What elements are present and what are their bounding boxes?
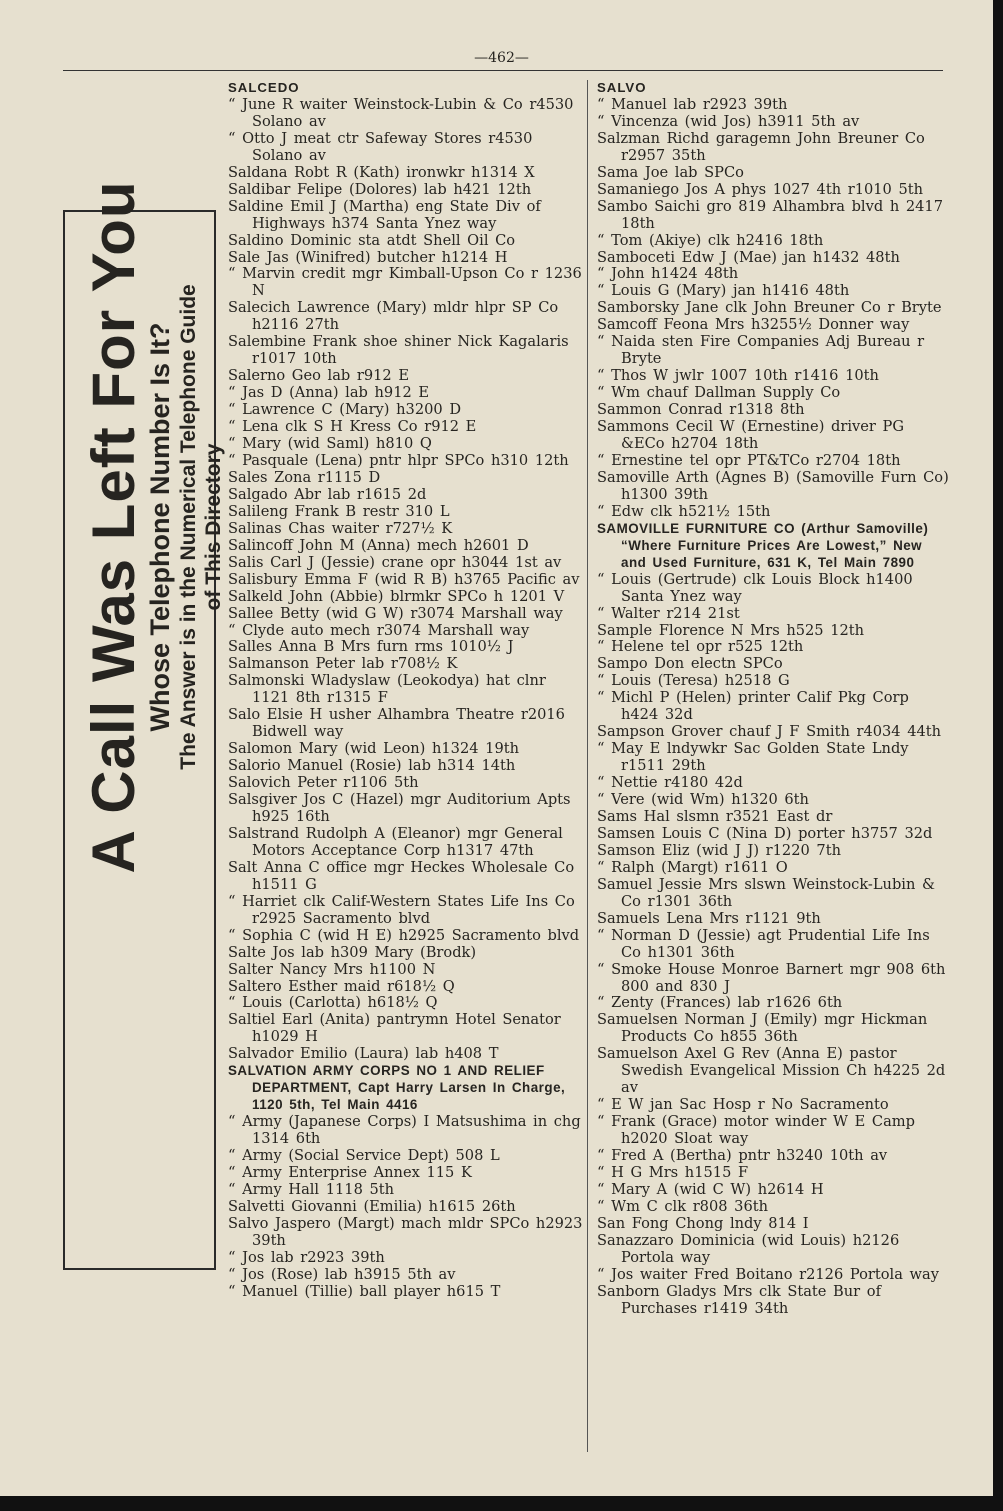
listing-entry: “ Thos W jwlr 1007 10th r1416 10th	[597, 367, 879, 385]
bold-listing: SALVATION ARMY CORPS NO 1 AND RELIEF DEPARTMENT, Capt Harry Larsen In Charge, 1120 5th, Tel Main 4416	[228, 1063, 566, 1113]
listing-entry: “ Vincenza (wid Jos) h3911 5th av	[597, 112, 860, 130]
ad-line-3: of This Directory	[201, 443, 225, 611]
listing-entry: Saldana Robt R (Kath) ironwkr h1314 X	[228, 163, 535, 181]
listing-entry: “ Jos (Rose) lab h3915 5th av	[228, 1265, 456, 1283]
surname-heading: SALCEDO	[228, 80, 300, 95]
listing-entry: Salgado Abr lab r1615 2d	[228, 485, 427, 503]
listing-entry: Samsen Louis C (Nina D) porter h3757 32d	[597, 824, 933, 842]
listing-entry: “ Manuel (Tillie) ball player h615 T	[228, 1282, 501, 1300]
listing-entry: “ Michl P (Helen) printer Calif Pkg Corp h424 32d	[597, 689, 909, 724]
listing-entry: Samboceti Edw J (Mae) jan h1432 48th	[597, 248, 900, 266]
listing-entry: San Fong Chong lndy 814 I	[597, 1214, 809, 1232]
listing-entry: “ Louis (Teresa) h2518 G	[597, 672, 790, 690]
listing-entry: Salileng Frank B restr 310 L	[228, 502, 450, 520]
listing-entry: Salt Anna C office mgr Heckes Wholesale Co h1511 G	[228, 858, 575, 893]
listing-entry: “ Ralph (Margt) r1611 O	[597, 858, 788, 876]
listing-entry: Saldino Dominic sta atdt Shell Oil Co	[228, 231, 516, 249]
listing-entry: “ Nettie r4180 42d	[597, 774, 743, 792]
listing-entry: Sambo Saichi gro 819 Alhambra blvd h 2417 18th	[597, 197, 944, 232]
listing-entry: Salte Jos lab h309 Mary (Brodk)	[228, 943, 477, 961]
listing-entry: Salembine Frank shoe shiner Nick Kagalaris r1017 10th	[228, 333, 569, 368]
listing-entry: “ Army Enterprise Annex 115 K	[228, 1164, 472, 1181]
listing-entry: “ Fred A (Bertha) pntr h3240 10th av	[597, 1147, 888, 1165]
listing-entry: Salsgiver Jos C (Hazel) mgr Auditorium Apts h925 16th	[228, 791, 571, 825]
listing-entry: Salis Carl J (Jessie) crane opr h3044 1st av	[228, 553, 562, 571]
listing-entry: Sammon Conrad r1318 8th	[597, 401, 805, 419]
listing-entry: Salvetti Giovanni (Emilia) h1615 26th	[228, 1197, 516, 1215]
advertisement-text	[78, 0, 231, 1057]
listing-entry: Sampo Don electn SPCo	[597, 655, 783, 673]
listing-entry: Salisbury Emma F (wid R B) h3765 Pacific av	[228, 570, 580, 588]
listing-column-left	[228, 80, 586, 1301]
listing-entry: Salecich Lawrence (Mary) mldr hlpr SP Co h2116 27th	[228, 299, 559, 334]
listing-entry: Saldibar Felipe (Dolores) lab h421 12th	[228, 180, 532, 198]
listing-entry: “ Wm chauf Dallman Supply Co	[597, 384, 841, 402]
listing-entry: Sales Zona r1115 D	[228, 468, 381, 486]
ad-headline: A Call Was Left For You	[79, 180, 147, 874]
listing-entry: Saltero Esther maid r618½ Q	[228, 977, 455, 995]
surname-heading: SALVO	[597, 80, 647, 95]
listing-entry: “ Edw clk h521½ 15th	[597, 502, 771, 520]
listing-entry: Samson Eliz (wid J J) r1220 7th	[597, 841, 841, 859]
listing-entry: Salkeld John (Abbie) blrmkr SPCo h 1201 V	[228, 587, 565, 605]
listing-entry: “ Mary (wid Saml) h810 Q	[228, 435, 432, 453]
listing-entry: “ John h1424 48th	[597, 265, 739, 283]
listing-entry: “ Ernestine tel opr PT&TCo r2704 18th	[597, 451, 901, 469]
listing-entry: “ Helene tel opr r525 12th	[597, 638, 804, 656]
listing-entry: “ June R waiter Weinstock-Lubin & Co r4530 Solano av	[228, 95, 574, 130]
listing-entry: “ Vere (wid Wm) h1320 6th	[597, 791, 809, 809]
bold-listing: SAMOVILLE FURNITURE CO (Arthur Samoville) “Where Furniture Prices Are Lowest,” New and Used Furniture, 631 K, Tel Main 7890	[597, 520, 929, 570]
listing-entry: Salerno Geo lab r912 E	[228, 367, 409, 385]
listing-entry: Sammons Cecil W (Ernestine) driver PG &ECo h2704 18th	[597, 418, 904, 453]
listing-entry: “ Zenty (Frances) lab r1626 6th	[597, 994, 843, 1012]
listing-entry: “ Norman D (Jessie) agt Prudential Life Ins Co h1301 36th	[597, 926, 930, 961]
ad-line-1: Whose Telephone Number Is It?	[144, 322, 175, 732]
listing-entry: “ Jos lab r2923 39th	[228, 1248, 385, 1266]
listing-entry: Sanazzaro Dominicia (wid Louis) h2126 Portola way	[597, 1231, 900, 1266]
listing-entry: “ H G Mrs h1515 F	[597, 1164, 749, 1181]
listing-column-right	[597, 80, 949, 1318]
page-number: —462—	[474, 50, 529, 66]
listing-entry: “ Clyde auto mech r3074 Marshall way	[228, 621, 530, 639]
listing-entry: “ Army (Social Service Dept) 508 L	[228, 1147, 500, 1165]
listing-entry: Samborsky Jane clk John Breuner Co r Bryte	[597, 299, 942, 317]
listing-entry: “ Harriet clk Calif-Western States Life Ins Co r2925 Sacramento blvd	[228, 892, 575, 927]
listing-entry: Sanborn Gladys Mrs clk State Bur of Purchases r1419 34th	[597, 1282, 881, 1317]
listing-entry: Sams Hal slsmn r3521 East dr	[597, 807, 833, 825]
listing-entry: “ May E lndywkr Sac Golden State Lndy r1511 29th	[597, 740, 909, 775]
listing-entry: “ Louis (Gertrude) clk Louis Block h1400 Santa Ynez way	[597, 570, 913, 605]
listing-entry: “ Army (Japanese Corps) I Matsushima in chg 1314 6th	[228, 1113, 581, 1148]
listing-entry: “ Smoke House Monroe Barnert mgr 908 6th 800 and 830 J	[597, 960, 946, 995]
listing-entry: “ Louis (Carlotta) h618½ Q	[228, 994, 438, 1012]
listing-entry: “ Walter r214 21st	[597, 604, 740, 622]
listing-entry: “ E W jan Sac Hosp r No Sacramento	[597, 1096, 889, 1114]
listing-entry: “ Louis G (Mary) jan h1416 48th	[597, 282, 850, 300]
listing-entry: “ Army Hall 1118 5th	[228, 1180, 395, 1198]
listing-entry: Samcoff Feona Mrs h3255½ Donner way	[597, 316, 910, 334]
listing-entry: “ Sophia C (wid H E) h2925 Sacramento blvd	[228, 926, 580, 944]
listing-entry: Salo Elsie H usher Alhambra Theatre r2016 Bidwell way	[228, 706, 565, 741]
listing-entry: Samaniego Jos A phys 1027 4th r1010 5th	[597, 180, 924, 198]
listing-entry: Samoville Arth (Agnes B) (Samoville Furn Co) h1300 39th	[597, 468, 949, 503]
listing-entry: Samuelsen Norman J (Emily) mgr Hickman Products Co h855 36th	[597, 1011, 928, 1046]
listing-entry: “ Lena clk S H Kress Co r912 E	[228, 418, 477, 436]
listing-entry: Salvador Emilio (Laura) lab h408 T	[228, 1045, 499, 1063]
listing-entry: Salorio Manuel (Rosie) lab h314 14th	[228, 757, 516, 775]
listing-entry: “ Mary A (wid C W) h2614 H	[597, 1180, 824, 1198]
listing-entry: Sallee Betty (wid G W) r3074 Marshall way	[228, 604, 563, 622]
listing-entry: Salomon Mary (wid Leon) h1324 19th	[228, 740, 520, 758]
listing-entry: “ Pasquale (Lena) pntr hlpr SPCo h310 12th	[228, 451, 569, 469]
listing-entry: “ Marvin credit mgr Kimball-Upson Co r 1236 N	[228, 265, 582, 300]
listing-entry: Salincoff John M (Anna) mech h2601 D	[228, 536, 529, 554]
listing-entry: Samuel Jessie Mrs slswn Weinstock-Lubin & Co r1301 36th	[597, 875, 935, 910]
listing-entry: Salmonski Wladyslaw (Leokodya) hat clnr 1121 8th r1315 F	[228, 672, 546, 707]
column-divider	[587, 80, 588, 1452]
listing-entry: “ Jas D (Anna) lab h912 E	[228, 384, 430, 402]
listing-entry: Salter Nancy Mrs h1100 N	[228, 960, 436, 978]
listing-entry: “ Naida sten Fire Companies Adj Bureau r Bryte	[597, 333, 925, 368]
listing-entry: “ Lawrence C (Mary) h3200 D	[228, 401, 462, 419]
scan-edge-right	[993, 0, 1003, 1511]
listing-entry: Sampson Grover chauf J F Smith r4034 44th	[597, 723, 942, 741]
scan-edge-bottom	[0, 1496, 1003, 1511]
listing-entry: Saltiel Earl (Anita) pantrymn Hotel Senator h1029 H	[228, 1011, 561, 1046]
listing-entry: “ Otto J meat ctr Safeway Stores r4530 Solano av	[228, 129, 533, 164]
listing-entry: “ Frank (Grace) motor winder W E Camp h2020 Sloat way	[597, 1113, 915, 1148]
listing-entry: Salvo Jaspero (Margt) mach mldr SPCo h2923 39th	[228, 1214, 583, 1249]
listing-entry: Samuelson Axel G Rev (Anna E) pastor Swedish Evangelical Mission Ch h4225 2d av	[597, 1045, 946, 1097]
listing-entry: Salzman Richd garagemn John Breuner Co r2957 35th	[597, 129, 925, 164]
listing-entry: “ Tom (Akiye) clk h2416 18th	[597, 231, 824, 249]
listing-entry: “ Manuel lab r2923 39th	[597, 95, 788, 113]
listing-entry: Sample Florence N Mrs h525 12th	[597, 621, 865, 639]
ad-line-2: The Answer is in the Numerical Telephone Guide	[176, 284, 200, 770]
listing-entry: “ Jos waiter Fred Boitano r2126 Portola way	[597, 1265, 939, 1283]
listing-entry: Sama Joe lab SPCo	[597, 163, 744, 181]
listing-entry: Salovich Peter r1106 5th	[228, 774, 419, 792]
listing-entry: “ Wm C clk r808 36th	[597, 1197, 769, 1215]
listing-entry: Sale Jas (Winifred) butcher h1214 H	[228, 248, 508, 266]
listing-entry: Samuels Lena Mrs r1121 9th	[597, 909, 821, 927]
listing-entry: Salles Anna B Mrs furn rms 1010½ J	[228, 638, 514, 656]
listing-entry: Salmanson Peter lab r708½ K	[228, 655, 458, 673]
listing-entry: Salinas Chas waiter r727½ K	[228, 519, 453, 537]
listing-entry: Salstrand Rudolph A (Eleanor) mgr General Motors Acceptance Corp h1317 47th	[228, 824, 563, 859]
listing-entry: Saldine Emil J (Martha) eng State Div of Highways h374 Santa Ynez way	[228, 197, 541, 232]
